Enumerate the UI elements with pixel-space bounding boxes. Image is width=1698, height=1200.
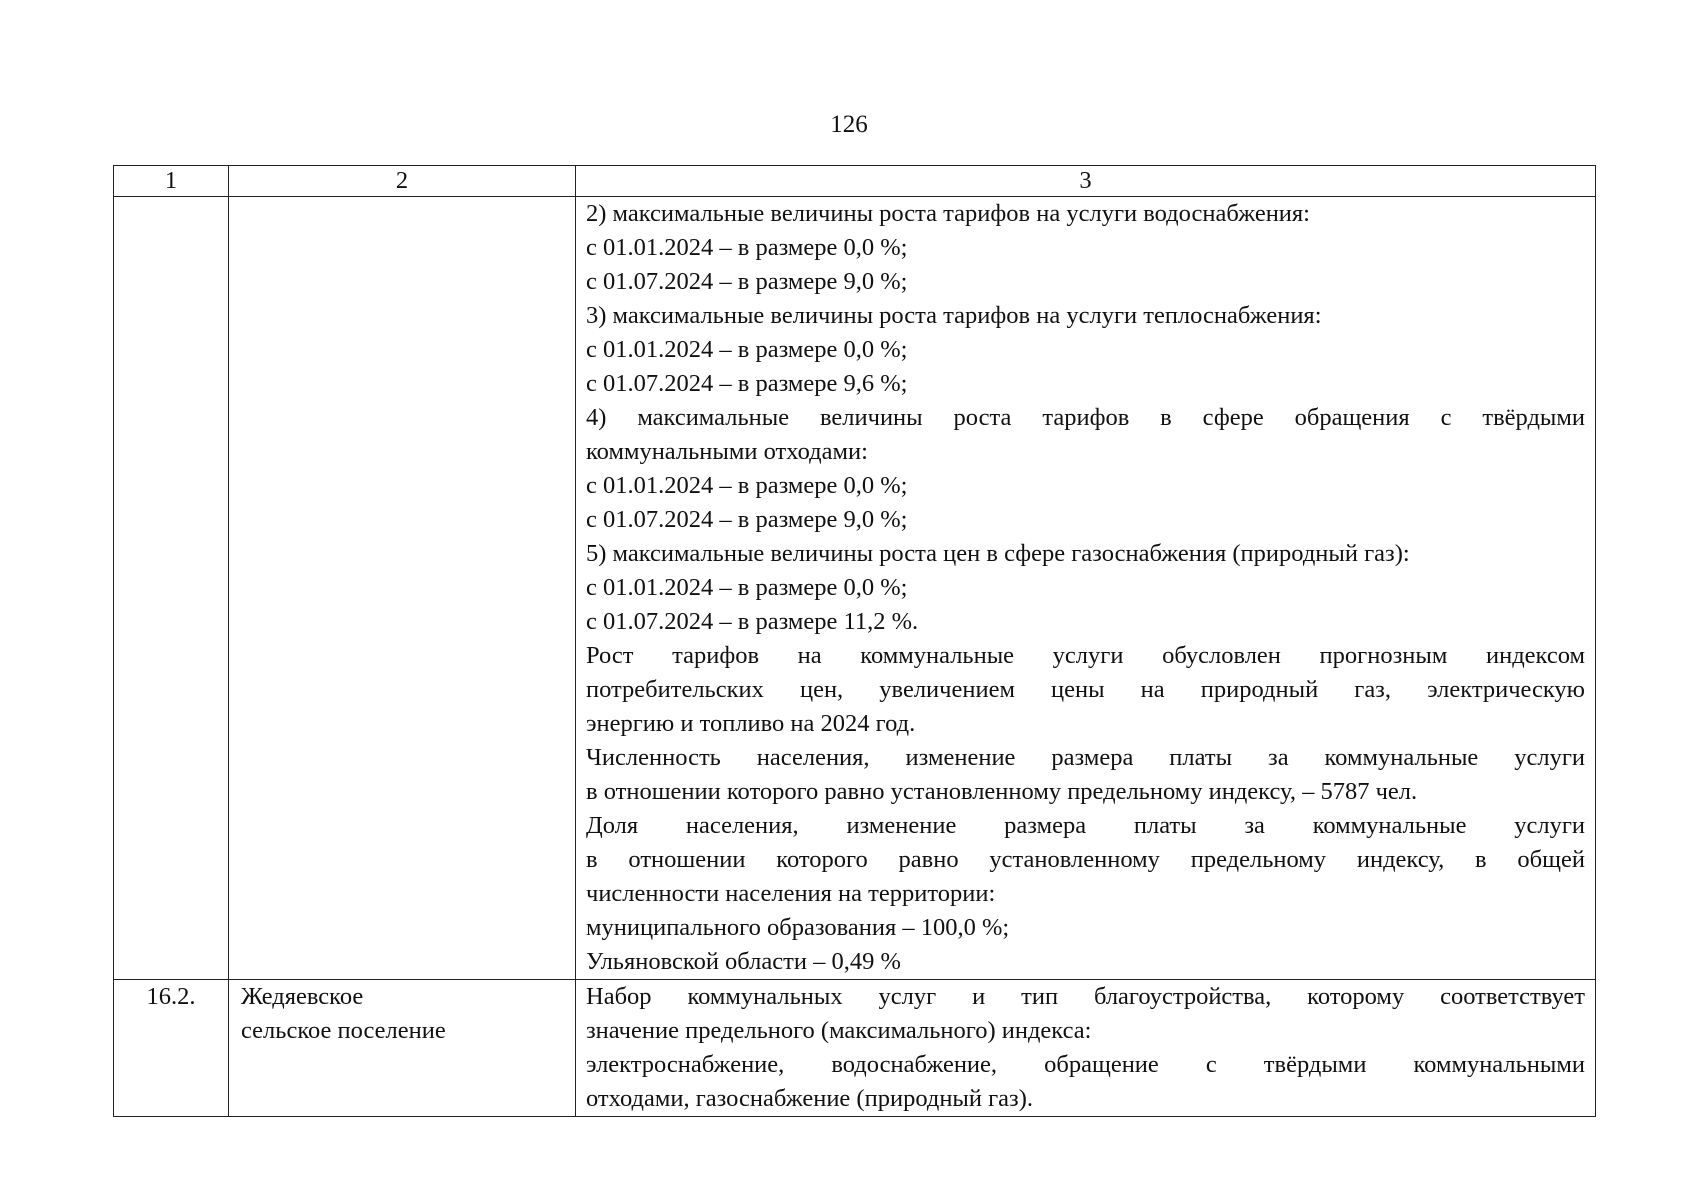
settlement-name-cell <box>229 980 576 1117</box>
text-line: с 01.01.2024 – в размере 0,0 %; <box>586 234 908 261</box>
text-line: 5) максимальные величины роста цен в сфере газоснабжения (природный газ): <box>586 540 1410 567</box>
settlement-name-line: Жедяевское <box>241 983 364 1010</box>
text-line: Численность населения, изменение размера платы за коммунальные услуги <box>586 744 1585 771</box>
text-line: 3) максимальные величины роста тарифов на услуги теплоснабжения: <box>586 302 1322 329</box>
text-line: значение предельного (максимального) индекса: <box>586 1017 1092 1044</box>
text-line: в отношении которого равно установленному предельному индексу, – 5787 чел. <box>586 778 1418 805</box>
table-row-continuation <box>114 197 1596 980</box>
text-line: потребительских цен, увеличением цены на природный газ, электрическую <box>586 676 1585 703</box>
text-line: Набор коммунальных услуг и тип благоустройства, которому соответствует <box>586 983 1585 1010</box>
text-line: в отношении которого равно установленному предельному индексу, в общей <box>586 846 1585 873</box>
text-line: с 01.07.2024 – в размере 9,6 %; <box>586 370 908 397</box>
text-line: Рост тарифов на коммунальные услуги обусловлен прогнозным индексом <box>586 642 1585 669</box>
page-number: 126 <box>830 111 868 138</box>
text-line: Доля населения, изменение размера платы за коммунальные услуги <box>586 812 1585 839</box>
table-header-row <box>114 166 1596 197</box>
description-lines <box>586 980 1585 1116</box>
text-line: электроснабжение, водоснабжение, обращение с твёрдыми коммунальными <box>586 1051 1585 1078</box>
text-line: с 01.07.2024 – в размере 11,2 %. <box>586 608 919 635</box>
table-row-16-2 <box>114 980 1596 1117</box>
header-cell-2: 2 <box>229 166 576 197</box>
text-line: энергию и топливо на 2024 год. <box>586 710 916 737</box>
text-line: с 01.07.2024 – в размере 9,0 %; <box>586 268 908 295</box>
text-line: коммунальными отходами: <box>586 438 868 465</box>
text-line: 2) максимальные величины роста тарифов на услуги водоснабжения: <box>586 200 1310 227</box>
text-line: с 01.01.2024 – в размере 0,0 %; <box>586 336 908 363</box>
text-line: отходами, газоснабжение (природный газ). <box>586 1085 1034 1112</box>
description-cell <box>576 980 1596 1117</box>
row-number-cell: 16.2. <box>114 980 229 1117</box>
settlement-name-line: сельское поселение <box>241 1017 446 1044</box>
text-line: Ульяновской области – 0,49 % <box>586 948 901 975</box>
row-number-cell <box>114 197 229 980</box>
text-line: с 01.07.2024 – в размере 9,0 %; <box>586 506 908 533</box>
text-line: с 01.01.2024 – в размере 0,0 %; <box>586 574 908 601</box>
header-cell-1: 1 <box>114 166 229 197</box>
text-line: с 01.01.2024 – в размере 0,0 %; <box>586 472 908 499</box>
description-lines <box>586 197 1585 979</box>
text-line: численности населения на территории: <box>586 880 996 907</box>
text-line: муниципального образования – 100,0 %; <box>586 914 1010 941</box>
description-cell <box>576 197 1596 980</box>
header-cell-3: 3 <box>576 166 1596 197</box>
settlement-name-cell <box>229 197 576 980</box>
tariff-table <box>113 165 1596 1117</box>
text-line: 4) максимальные величины роста тарифов в сфере обращения с твёрдыми <box>586 404 1585 431</box>
